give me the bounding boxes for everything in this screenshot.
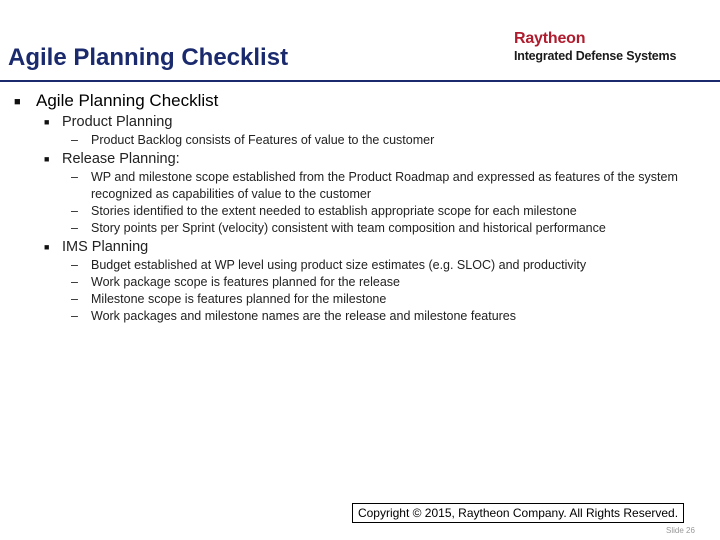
square-bullet-icon: ■ [44, 242, 50, 252]
list-item [14, 274, 704, 291]
section-label: Product Planning [62, 114, 173, 130]
section-label: Release Planning: [62, 151, 180, 167]
dash-bullet-icon: – [71, 170, 78, 184]
main-bullet-text: Agile Planning Checklist [36, 91, 219, 110]
dash-bullet-icon: – [71, 221, 78, 235]
section-ims-planning [14, 238, 704, 257]
dash-bullet-icon: – [71, 292, 78, 306]
section-label: IMS Planning [62, 239, 149, 255]
list-item [14, 220, 704, 237]
section-product-planning [14, 113, 704, 132]
list-item [14, 308, 704, 325]
list-item [14, 291, 704, 308]
dash-bullet-icon: – [71, 133, 78, 147]
list-item [14, 132, 704, 149]
main-bullet [14, 90, 704, 112]
page-title: Agile Planning Checklist [8, 44, 289, 71]
dash-bullet-icon: – [71, 275, 78, 289]
square-bullet-icon: ■ [14, 96, 21, 108]
list-item-text: Work package scope is features planned for the release [91, 275, 400, 289]
dash-bullet-icon: – [71, 309, 78, 323]
list-item-text: Story points per Sprint (velocity) consistent with team composition and historical performance [91, 221, 606, 235]
slide-content [14, 90, 704, 325]
list-item-text: Product Backlog consists of Features of value to the customer [91, 133, 435, 147]
logo-brand-text: Raytheon [514, 30, 586, 47]
dash-bullet-icon: – [71, 258, 78, 272]
raytheon-logo [514, 30, 714, 64]
list-item-text: Milestone scope is features planned for the milestone [91, 292, 387, 306]
dash-bullet-icon: – [71, 204, 78, 218]
logo-subtitle-text: Integrated Defense Systems [514, 49, 677, 63]
list-item-text: Stories identified to the extent needed to establish appropriate scope for each milestone [91, 204, 577, 218]
list-item [14, 257, 704, 274]
list-item-text: WP and milestone scope established from the Product Roadmap and expressed as features of the system recognized as capabilities of value to the customer [91, 170, 678, 201]
list-item [14, 169, 704, 203]
list-item-text: Budget established at WP level using product size estimates (e.g. SLOC) and productivity [91, 258, 587, 272]
section-release-planning [14, 150, 704, 169]
copyright-notice: Copyright © 2015, Raytheon Company. All Rights Reserved. [352, 503, 684, 523]
square-bullet-icon: ■ [44, 154, 50, 164]
slide-number: Slide 26 [666, 526, 695, 535]
list-item-text: Work packages and milestone names are the release and milestone features [91, 309, 517, 323]
list-item [14, 203, 704, 220]
square-bullet-icon: ■ [44, 117, 50, 127]
title-divider [0, 80, 720, 82]
